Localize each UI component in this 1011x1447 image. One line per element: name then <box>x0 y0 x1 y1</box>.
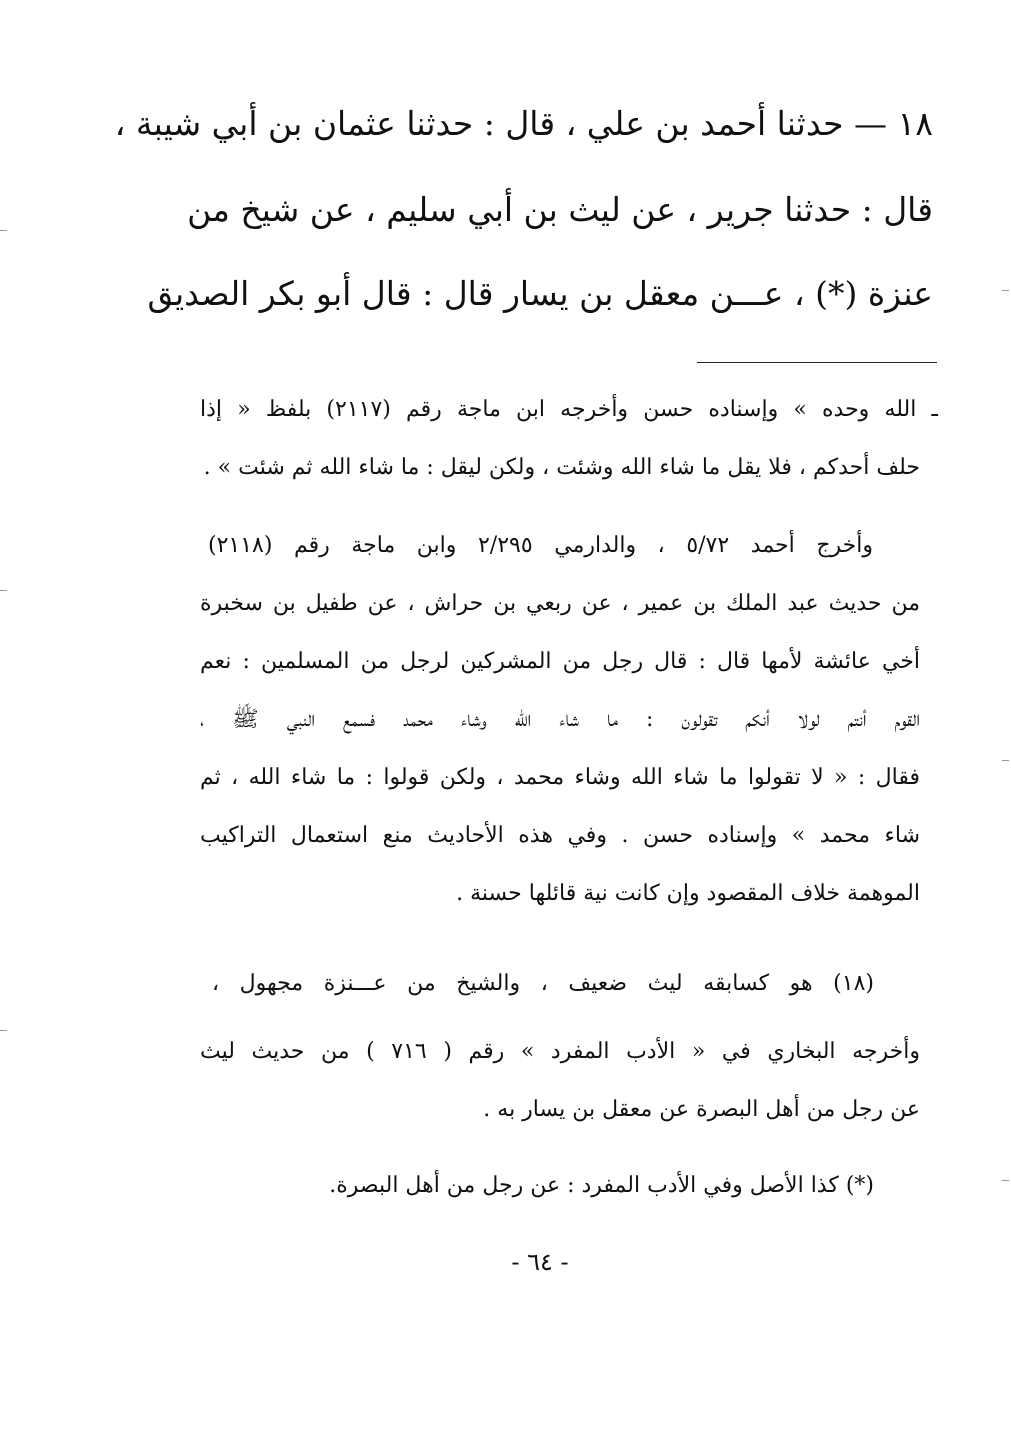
note-18-line-2: وأخرجه البخاري في « الأدب المفرد » رقم ( ٧١٦ ) من حديث ليث <box>200 1039 920 1064</box>
footnote-paragraph-line-4: القوم أنتم لولا أنكم تقولون : ما شاء الله وشاء محمد فسمع النبي ﷺ ، <box>200 707 920 732</box>
main-text-line-1: ١٨ — حدثنا أحمد بن علي ، قال : حدثنا عثمان بن أبي شيبة ، <box>114 104 933 143</box>
main-text-line-3: عنزة (*) ، عـــن معقل بن يسار قال : قال أبو بكر الصديق <box>147 274 933 313</box>
scan-edge-mark <box>0 590 7 591</box>
scan-edge-mark <box>1002 1180 1009 1181</box>
footnote-paragraph-line-6: شاء محمد » وإسناده حسن . وفي هذه الأحاديث منع استعمال التراكيب <box>200 823 920 848</box>
footnote-paragraph-line-3: أخي عائشة لأمها قال : قال رجل من المشركين لرجل من المسلمين : نعم <box>200 649 921 674</box>
footnote-paragraph-line-7: الموهمة خلاف المقصود وإن كانت نية قائلها حسنة . <box>456 881 920 906</box>
note-18-line-1: (١٨) هو كسابقه ليث ضعيف ، والشيخ من عـــنزة مجهول ، <box>212 971 874 996</box>
footnote-paragraph-line-5: فقال : « لا تقولوا ما شاء الله وشاء محمد ، ولكن قولوا : ما شاء الله ، ثم <box>200 765 920 790</box>
footnote-paragraph-line-2: من حديث عبد الملك بن عمير ، عن ربعي بن حراش ، عن طفيل بن سخبرة <box>200 591 920 616</box>
scan-edge-mark <box>0 230 7 231</box>
scan-edge-mark <box>1002 290 1009 291</box>
note-18-line-3: عن رجل من أهل البصرة عن معقل بن يسار به . <box>483 1097 920 1122</box>
scan-edge-mark <box>1002 760 1009 761</box>
footnote-paragraph-line-1: وأخرج أحمد ٥/٧٢ ، والدارمي ٢/٢٩٥ وابن ماجة رقم (٢١١٨) <box>208 533 873 558</box>
footnote-continuation-line-1: ـ الله وحده » وإسناده حسن وأخرجه ابن ماجة رقم (٢١١٧) بلفظ « إذا <box>200 397 938 422</box>
footnote-separator-rule <box>697 362 937 363</box>
scan-edge-mark <box>0 1030 7 1031</box>
main-text-line-2: قال : حدثنا جرير ، عن ليث بن أبي سليم ، عن شيخ من <box>187 190 933 229</box>
footnote-continuation-line-2: حلف أحدكم ، فلا يقل ما شاء الله وشئت ، ولكن ليقل : ما شاء الله ثم شئت » . <box>203 455 920 480</box>
page-number: - ٦٤ - <box>511 1248 569 1276</box>
star-note-line: (*) كذا الأصل وفي الأدب المفرد : عن رجل من أهل البصرة. <box>329 1173 874 1198</box>
